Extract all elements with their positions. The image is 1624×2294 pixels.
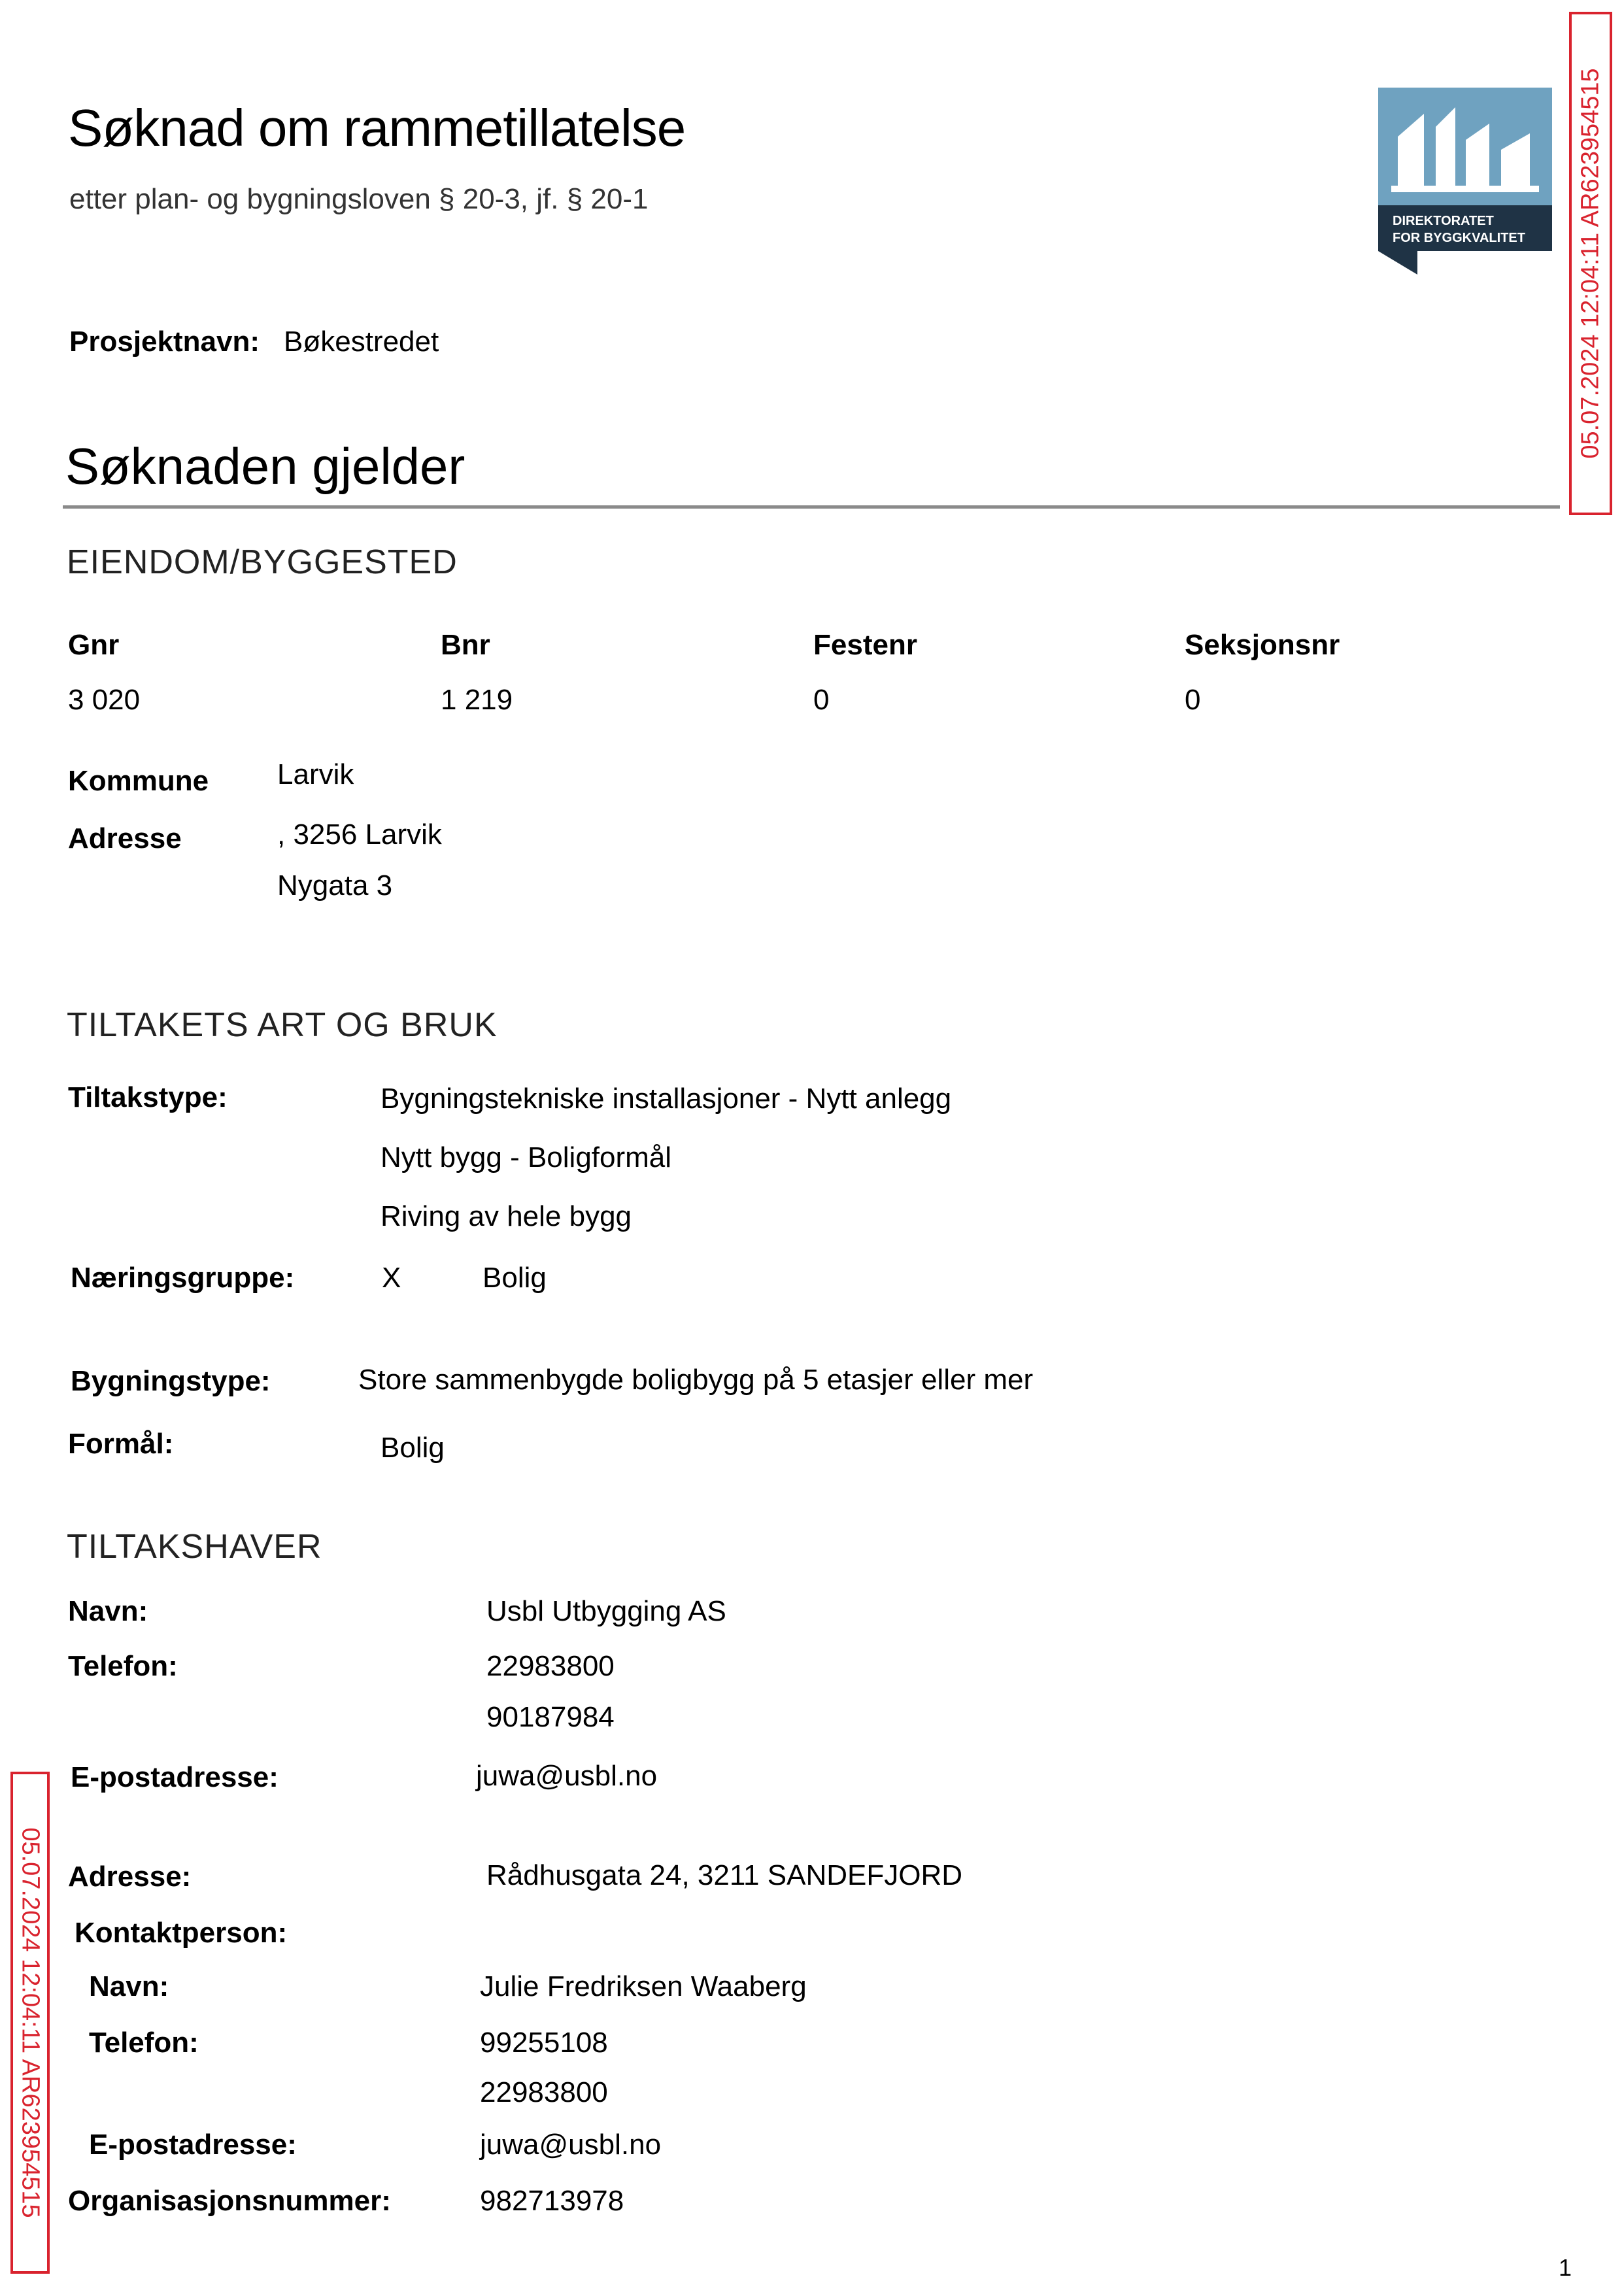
project-name-value: Bøkestredet [284, 326, 439, 358]
tiltakshaver-telefon-1: 22983800 [486, 1650, 615, 1682]
formal-value: Bolig [381, 1432, 445, 1464]
tiltakshaver-adresse-label: Adresse: [68, 1861, 192, 1893]
section-heading: Søknaden gjelder [65, 437, 465, 495]
property-heading: EIENDOM/BYGGESTED [67, 543, 458, 581]
project-name-label: Prosjektnavn: [69, 326, 260, 358]
kontakt-epost-label: E-postadresse: [89, 2129, 297, 2161]
seksjonsnr-label: Seksjonsnr [1185, 629, 1340, 661]
organisasjonsnummer-label: Organisasjonsnummer: [68, 2185, 391, 2217]
kontakt-telefon-1: 99255108 [480, 2027, 608, 2059]
gnr-label: Gnr [68, 629, 120, 661]
kommune-label: Kommune [68, 765, 209, 797]
naeringsgruppe-value: Bolig [482, 1262, 547, 1294]
adresse-line2: Nygata 3 [277, 869, 393, 902]
kommune-value: Larvik [277, 758, 354, 790]
gnr-value: 3 020 [68, 684, 141, 716]
bnr-label: Bnr [441, 629, 490, 661]
page-number: 1 [1559, 2254, 1572, 2281]
festenr-value: 0 [813, 684, 830, 716]
kontakt-telefon-2: 22983800 [480, 2076, 608, 2108]
tiltakshaver-epost-value: juwa@usbl.no [476, 1760, 658, 1792]
timestamp-stamp-left [10, 1772, 50, 2274]
kontaktperson-label: Kontaktperson: [75, 1917, 288, 1949]
kontakt-navn-value: Julie Fredriksen Waaberg [480, 1970, 807, 2002]
bygningstype-label: Bygningstype: [71, 1365, 271, 1397]
festenr-label: Festenr [813, 629, 917, 661]
naeringsgruppe-label: Næringsgruppe: [71, 1262, 295, 1294]
tiltakshaver-telefon-label: Telefon: [68, 1650, 178, 1682]
logo-text-line1: DIREKTORATET [1393, 214, 1494, 228]
dibk-logo [1378, 88, 1552, 275]
seksjonsnr-value: 0 [1185, 684, 1201, 716]
tiltakstype-item: Nytt bygg - Boligformål [381, 1141, 672, 1173]
tiltak-heading: TILTAKETS ART OG BRUK [67, 1006, 498, 1044]
naeringsgruppe-code: X [382, 1262, 401, 1294]
tiltakstype-item: Bygningstekniske installasjoner - Nytt anlegg [381, 1083, 952, 1115]
formal-label: Formål: [68, 1428, 174, 1460]
adresse-line1: , 3256 Larvik [277, 818, 442, 851]
logo-text-line2: FOR BYGGKVALITET [1393, 231, 1525, 245]
tiltakshaver-adresse-value: Rådhusgata 24, 3211 SANDEFJORD [486, 1859, 962, 1891]
kontakt-telefon-label: Telefon: [89, 2027, 199, 2059]
tiltakshaver-epost-label: E-postadresse: [71, 1761, 279, 1793]
section-divider [63, 505, 1560, 509]
tiltakshaver-navn-value: Usbl Utbygging AS [486, 1595, 726, 1627]
tiltakshaver-telefon-2: 90187984 [486, 1701, 615, 1733]
tiltakstype-label: Tiltakstype: [68, 1081, 228, 1113]
bnr-value: 1 219 [441, 684, 513, 716]
stamp-text: 05.07.2024 12:04:11 AR623954515 [1576, 68, 1604, 459]
stamp-text: 05.07.2024 12:04:11 AR623954515 [16, 1827, 44, 2218]
kontakt-epost-value: juwa@usbl.no [480, 2129, 662, 2161]
tiltakshaver-heading: TILTAKSHAVER [67, 1528, 322, 1566]
timestamp-stamp-right [1569, 12, 1612, 515]
document-subtitle: etter plan- og bygningsloven § 20-3, jf. § 20-1 [69, 183, 649, 215]
document-title: Søknad om rammetillatelse [68, 99, 686, 157]
kontakt-navn-label: Navn: [89, 1970, 169, 2002]
organisasjonsnummer-value: 982713978 [480, 2185, 624, 2217]
tiltakstype-item: Riving av hele bygg [381, 1200, 632, 1232]
tiltakshaver-navn-label: Navn: [68, 1595, 148, 1627]
adresse-label: Adresse [68, 822, 182, 854]
dibk-logo-icon [1378, 88, 1552, 275]
bygningstype-value: Store sammenbygde boligbygg på 5 etasjer eller mer [358, 1364, 1034, 1396]
